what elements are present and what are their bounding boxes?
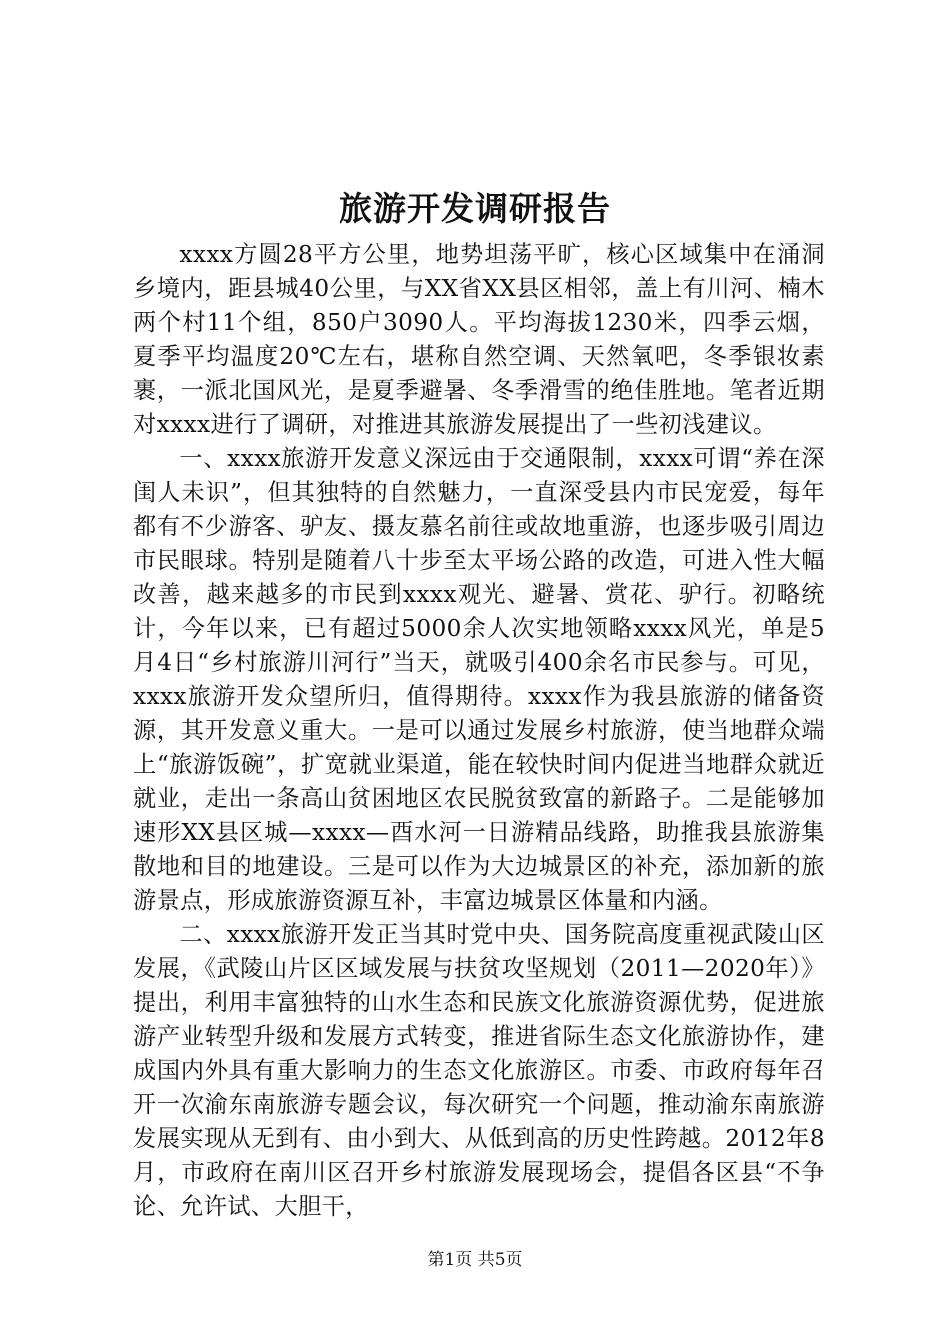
document-title: 旅游开发调研报告 <box>339 189 611 228</box>
paragraph-section-one: 一、xxxx旅游开发意义深远由于交通限制，xxxx可谓“养在深闺人未识”，但其独特的自然魅力，一直深受县内市民宠爱，每年都有不少游客、驴友、摄友慕名前往或故地重游，也逐步吸引周边市民眼球。特别是随着八十步至太平场公路的改造，可进入性大幅改善，越来越多的市民到xxxx观光、避暑、赏花、驴行。初略统计，今年以来，已有超过5000余人次实地领略xxxx风光，单是5月4日“乡村旅游川河行”当天，就吸引400余名市民参与。可见，xxxx旅游开发众望所归，值得期待。xxxx作为我县旅游的储备资源，其开发意义重大。一是可以通过发展乡村旅游，使当地群众端上“旅游饭碗”，扩宽就业渠道，能在较快时间内促进当地群众就近就业，走出一条高山贫困地区农民脱贫致富的新路子。二是能够加速形XX县区城—xxxx—酉水河一日游精品线路，助推我县旅游集散地和目的地建设。三是可以作为大边城景区的补充，添加新的旅游景点，形成旅游资源互补，丰富边城景区体量和内涵。 <box>133 445 825 914</box>
page-number-footer: 第1页 共5页 <box>427 1250 523 1270</box>
paragraph-section-two: 二、xxxx旅游开发正当其时党中央、国务院高度重视武陵山区发展，《武陵山片区区域发展与扶贫攻坚规划（2011—2020年）》提出，利用丰富独特的山水生态和民族文化旅游资源优势，促进旅游产业转型升级和发展方式转变，推进省际生态文化旅游协作，建成国内外具有重大影响力的生态文化旅游区。市委、市政府每年召开一次渝东南旅游专题会议，每次研究一个问题，推动渝东南旅游发展实现从无到有、由小到大、从低到高的历史性跨越。2012年8月，市政府在南川区召开乡村旅游发展现场会，提倡各区县“不争论、允许试、大胆干， <box>133 921 825 1220</box>
document-body <box>133 238 825 1224</box>
paragraph-intro: xxxx方圆28平方公里，地势坦荡平旷，核心区域集中在涌洞乡境内，距县城40公里，与XX省XX县区相邻，盖上有川河、楠木两个村11个组，850户3090人。平均海拔1230米，四季云烟，夏季平均温度20℃左右，堪称自然空调、天然氧吧，冬季银妆素裹，一派北国风光，是夏季避暑、冬季滑雪的绝佳胜地。笔者近期对xxxx进行了调研，对推进其旅游发展提出了一些初浅建议。 <box>133 241 825 438</box>
